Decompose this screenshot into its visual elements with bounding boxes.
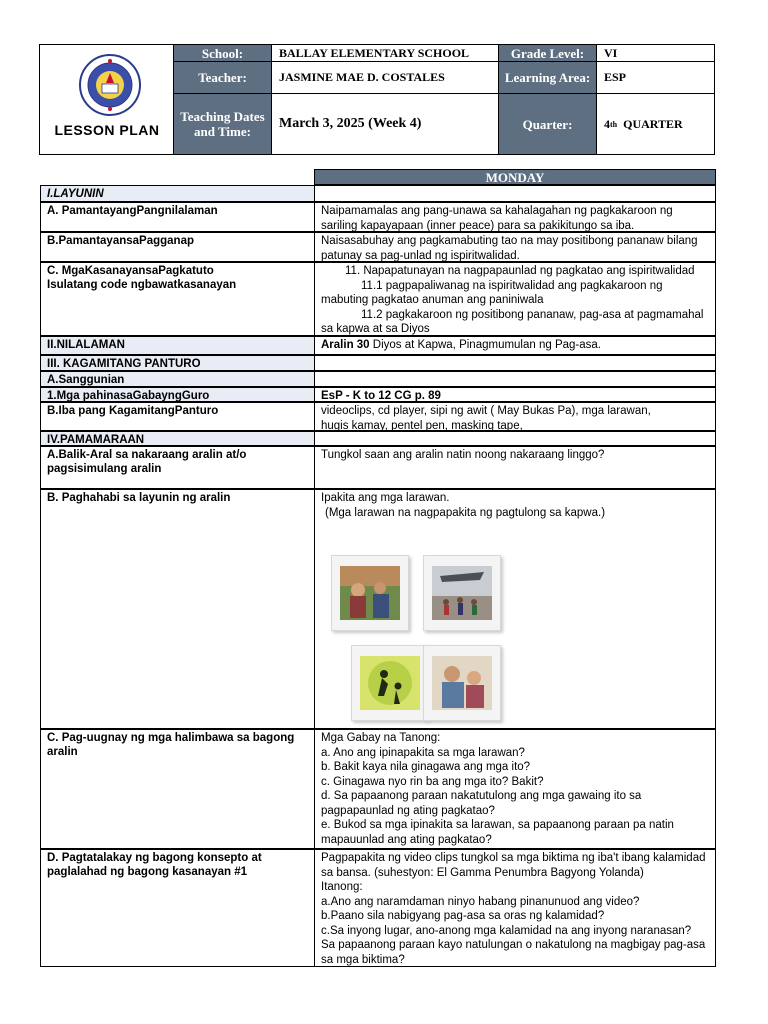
pahina-label: 1.Mga pahinasaGabayngGuro: [40, 387, 315, 402]
question-c: c. Ginagawa nyo rin ba ang mga ito? Bakit?: [321, 775, 544, 788]
nilalaman-value: [314, 336, 716, 355]
paghahabi-line-2: (Mga larawan na nagpapakita ng pagtulong sa kapwa.): [325, 506, 606, 519]
pagtatalakay-label: D. Pagtatalakay ng bagong konsepto at paglalahad ng bagong kasanayan #1: [40, 849, 315, 967]
kasanayan-value: [314, 262, 716, 336]
helping-people-image: [340, 566, 400, 620]
iba-value-line-2: hugis kamay, pentel pen, masking tape,: [321, 419, 523, 432]
school-value: BALLAY ELEMENTARY SCHOOL: [272, 45, 499, 62]
table-row: [40, 355, 716, 371]
logo-cell: [40, 45, 174, 154]
quarter-text: QUARTER: [623, 116, 683, 131]
section-nilalaman: II.NILALAMAN: [40, 336, 315, 355]
question-a: a.Ano ang naramdaman ninyo habang pinanunuod ang video?: [321, 895, 640, 908]
quarter-label: Quarter:: [499, 94, 597, 154]
pagtatalakay-value: [314, 849, 716, 967]
school-label: School:: [174, 45, 272, 62]
empty-cell: [314, 431, 716, 446]
table-row: [40, 232, 716, 262]
kasanayan-label-line-1: C. MgaKasanayansaPagkatuto: [47, 265, 214, 277]
photo-helping-2: [423, 555, 501, 631]
photo-helping-3: [351, 645, 429, 721]
kasanayan-label: [40, 262, 315, 336]
lesson-plan-title: LESSON PLAN: [54, 122, 160, 138]
aralin-title: Diyos at Kapwa, Pinagmumulan ng Pag-asa.: [372, 339, 601, 351]
question-b: b. Bakit kaya nila ginagawa ang mga ito?: [321, 761, 531, 773]
pagganap-label: B.PamantayansaPagganap: [40, 232, 315, 262]
table-row: [40, 371, 716, 387]
table-row: [40, 402, 716, 431]
itanong-line: Itanong:: [321, 881, 363, 893]
paghahabi-line-1: Ipakita ang mga larawan.: [321, 492, 450, 504]
photo-helping-4: [423, 645, 501, 721]
pahina-value: EsP - K to 12 CG p. 89: [314, 387, 716, 402]
learning-area-label: Learning Area:: [499, 62, 597, 94]
aralin-number: Aralin 30: [321, 339, 370, 351]
iba-label: B.Iba pang KagamitangPanturo: [40, 402, 315, 431]
balik-aral-label: A.Balik-Aral sa nakaraang aralin at/o pagsisimulang aralin: [40, 446, 315, 489]
quarter-number: 4: [604, 116, 610, 131]
empty-cell: [314, 185, 716, 202]
table-row: [40, 185, 716, 202]
pamantayang-label: A. PamantayangPangnilalaman: [40, 202, 315, 232]
table-row: [40, 849, 716, 967]
question-a: a. Ano ang ipinapakita sa mga larawan?: [321, 746, 525, 759]
kasanayan-label-line-2: Isulatang code ngbawatkasanayan: [47, 279, 237, 291]
table-row: [40, 387, 716, 402]
video-clips-line: Pagpapakita ng video clips tungkol sa mga biktima ng iba't ibang kalamidad sa bansa. (suhestyon: El Gamma Penumbra Bagyong Yolanda): [321, 852, 706, 879]
question-c: c.Sa inyong lugar, ano-anong mga kalamidad na ang inyong naranasan?: [321, 924, 692, 937]
table-row: [40, 489, 716, 729]
learning-area-value: ESP: [597, 62, 714, 94]
paghahabi-label: B. Paghahabi sa layunin ng aralin: [40, 489, 315, 729]
question-b: b.Paano sila nabigyang pag-asa sa oras ng kalamidad?: [321, 910, 605, 922]
table-row: [40, 262, 716, 336]
section-kagamitan: III. KAGAMITANG PANTURO: [40, 355, 315, 371]
grade-level-label: Grade Level:: [499, 45, 597, 62]
pagganap-value: Naisasabuhay ang pagkamabuting tao na may positibong pananaw bilang patunay sa pag-unlad ng ispiritwalidad.: [314, 232, 716, 262]
iba-value: [314, 402, 716, 431]
deped-seal-icon: [78, 53, 142, 117]
balik-aral-value: Tungkol saan ang aralin natin noong nakaraang linggo?: [314, 446, 716, 489]
kasanayan-item-11-2: 11.2 pagkakaroon ng positibong pananaw, pag-asa at pagmamahal sa kapwa at sa Diyos: [321, 308, 704, 335]
table-row: [40, 336, 716, 355]
question-d: d. Sa papaanong paraan nakatutulong ang mga gawaing ito sa pagpapaunlad ng ating pagkatao?: [321, 790, 642, 817]
paghahabi-value: [314, 489, 716, 729]
caring-people-image: [432, 656, 492, 710]
table-row: [40, 446, 716, 489]
grade-level-value: VI: [597, 45, 714, 62]
table-row: [40, 431, 716, 446]
photo-helping-1: [331, 555, 409, 631]
pamantayang-value: Naipamamalas ang pang-unawa sa kahalagahan ng pagkakaroon ng sariling kapayapaan (inner peace) para sa pakikitungo sa iba.: [314, 202, 716, 232]
table-row: [40, 202, 716, 232]
table-row: [40, 729, 716, 849]
pag-uugnay-label: C. Pag-uugnay ng mga halimbawa sa bagong aralin: [40, 729, 315, 849]
sanggunian-label: A.Sanggunian: [40, 371, 315, 387]
iba-value-line-1: videoclips, cd player, sipi ng awit ( May Bukas Pa), mga larawan,: [321, 405, 651, 417]
section-layunin: I.LAYUNIN: [40, 185, 315, 202]
empty-cell: [314, 355, 716, 371]
disaster-relief-image: [432, 566, 492, 620]
teaching-dates-label: Teaching Dates and Time:: [174, 94, 272, 154]
quarter-suffix: th: [610, 119, 618, 129]
lesson-plan-header: [39, 44, 715, 155]
pag-uugnay-value: [314, 729, 716, 849]
day-header-monday: MONDAY: [314, 169, 716, 185]
question-e: e. Bukod sa mga ipinakita sa larawan, sa papaanong paraan pa natin mapauunlad ang ating pagkatao?: [321, 819, 674, 846]
empty-cell: [314, 371, 716, 387]
kasanayan-item-11: 11. Napapatunayan na nagpapaunlad ng pagkatao ang ispiritwalidad: [345, 265, 695, 277]
gabay-tanong-title: Mga Gabay na Tanong:: [321, 732, 441, 744]
teacher-value: JASMINE MAE D. COSTALES: [272, 62, 499, 94]
section-pamamaraan: IV.PAMAMARAAN: [40, 431, 315, 446]
teacher-label: Teacher:: [174, 62, 272, 94]
question-final: Sa papaanong paraan kayo natulungan o nakatulong na magbigay pag-asa sa mga biktima?: [321, 939, 706, 966]
quarter-value: [597, 94, 714, 154]
helping-hand-image: [360, 656, 420, 710]
kasanayan-item-11-1: 11.1 pagpapaliwanag na ispiritwalidad ang pagkakaroon ng mabuting pagkatao anuman ang paniniwala: [321, 279, 663, 306]
teaching-dates-value: March 3, 2025 (Week 4): [272, 94, 499, 154]
